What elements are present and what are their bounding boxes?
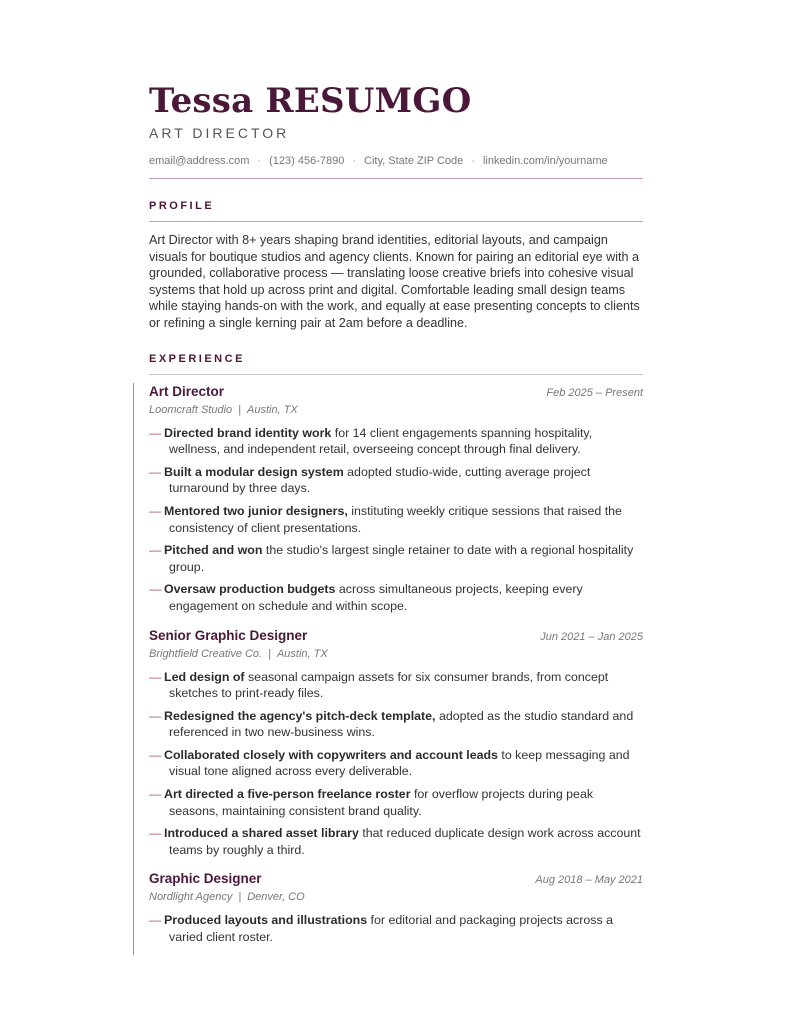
list-item [149,912,643,945]
list-item [149,747,643,780]
profile-divider [149,221,643,222]
bullet-emphasis: Oversaw production budgets [164,582,336,597]
bullet-text: to keep messaging and visual tone aligned across every deliverable. [169,747,630,779]
bullet-emphasis: Introduced a shared asset library [164,826,359,841]
job-title: Art Director [149,383,225,399]
bullet-text: seasonal campaign assets for six consumer brands, from concept sketches to print-ready files. [169,669,609,701]
job-dates: Feb 2025 – Present [546,386,643,399]
candidate-title: ART DIRECTOR [149,125,290,141]
bullet-dash: — [149,582,162,597]
bullet-text: for overflow projects during peak seasons, maintaining consistent brand quality. [169,787,594,818]
bullet-text: for 14 client engagements spanning hospitality, wellness, and independent retail, overseeing concept through final delivery. [169,425,593,457]
job-bullets [149,669,643,859]
bullet-dash: — [149,826,162,841]
list-item [149,669,643,702]
bullet-dash: — [149,708,162,723]
experience-divider [149,374,643,375]
bullet-text: across simultaneous projects, keeping every engagement on schedule and within scope. [169,582,583,613]
job-entry [149,627,643,859]
bullet-dash: — [149,669,162,684]
job-location: Austin, TX [276,647,328,660]
list-item [149,708,643,741]
job-header [149,627,643,645]
job-bullets [149,425,643,615]
bullet-dash: — [149,747,162,762]
resume-page [149,80,643,952]
job-header [149,383,643,401]
bullet-dash: — [149,543,162,558]
job-organization [149,647,643,661]
bullet-dash: — [149,425,162,440]
list-item [149,464,643,497]
list-item [149,581,643,614]
bullet-text: adopted studio-wide, cutting average project turnaround by three days. [169,464,591,496]
bullet-text: adopted as the studio standard and referenced in two new-business wins. [169,708,634,740]
job-dates: Aug 2018 – May 2021 [535,874,643,887]
bullet-dash: — [149,503,162,518]
contact-location: City, State ZIP Code [364,155,464,167]
bullet-emphasis: Mentored two junior designers, [164,503,348,518]
bullet-dash: — [149,787,162,802]
job-entry [149,870,643,945]
job-bullets [149,912,643,945]
job-company: Nordlight Agency [149,891,233,904]
list-item [149,825,643,858]
bullet-emphasis: Art directed a five-person freelance roster [164,787,411,802]
bullet-emphasis: Produced layouts and illustrations [164,913,368,928]
org-separator: | [238,891,242,904]
bullet-text: the studio's largest single retainer to date with a regional hospitality group. [169,543,634,574]
header-divider [149,178,643,179]
bullet-emphasis: Directed brand identity work [164,425,332,440]
experience-section [149,383,643,946]
profile-heading: PROFILE [149,200,215,212]
bullet-emphasis: Redesigned the agency's pitch-deck template, [164,708,436,723]
job-organization [149,890,643,904]
contact-separator: · [257,155,262,167]
contact-linkedin[interactable]: linkedin.com/in/yourname [482,155,608,167]
job-organization [149,403,643,417]
bullet-emphasis: Led design of [164,669,245,684]
list-item [149,425,643,458]
bullet-emphasis: Built a modular design system [164,464,344,479]
profile-summary: Art Director with 8+ years shaping brand identities, editorial layouts, and campaign visuals for boutique studios and agency clients. Known for pairing an editorial eye with a grounded, collaborative process — translating loose creative briefs into cohesive visual systems that hold up across print and digital. Comfortable leading small design teams while staying hands-on with the work, and equally at ease presenting concepts to clients or refining a single kerning pair at 2am before a deadline. [149,233,640,330]
experience-heading: EXPERIENCE [149,352,245,365]
bullet-emphasis: Collaborated closely with copywriters and account leads [164,747,498,762]
bullet-text: instituting weekly critique sessions that raised the consistency of client presentations. [169,503,622,535]
org-separator: | [268,647,271,660]
contact-separator: · [471,155,475,167]
experience-timeline-bar [133,383,134,955]
job-header [149,870,643,888]
job-title: Senior Graphic Designer [149,627,308,643]
candidate-name: Tessa RESUMGO [149,81,472,121]
contact-line [149,154,643,168]
contact-phone: (123) 456-7890 [269,155,345,167]
job-dates: Jun 2021 – Jan 2025 [540,630,643,643]
bullet-text: that reduced duplicate design work across account teams by roughly a third. [169,826,641,857]
job-entry [149,383,643,615]
job-company: Brightfield Creative Co. [149,647,263,660]
contact-email[interactable]: email@address.com [149,155,250,167]
job-location: Denver, CO [247,891,305,904]
list-item [149,542,643,575]
job-company: Loomcraft Studio [149,403,233,416]
bullet-dash: — [149,464,162,479]
bullet-emphasis: Pitched and won [164,543,263,558]
org-separator: | [238,403,242,416]
list-item [149,786,643,819]
job-list [149,383,643,946]
contact-separator: · [352,155,357,167]
list-item [149,503,643,536]
job-location: Austin, TX [247,403,298,416]
bullet-text: for editorial and packaging projects across a varied client roster. [169,913,613,945]
bullet-dash: — [149,913,162,928]
job-title: Graphic Designer [149,871,262,887]
